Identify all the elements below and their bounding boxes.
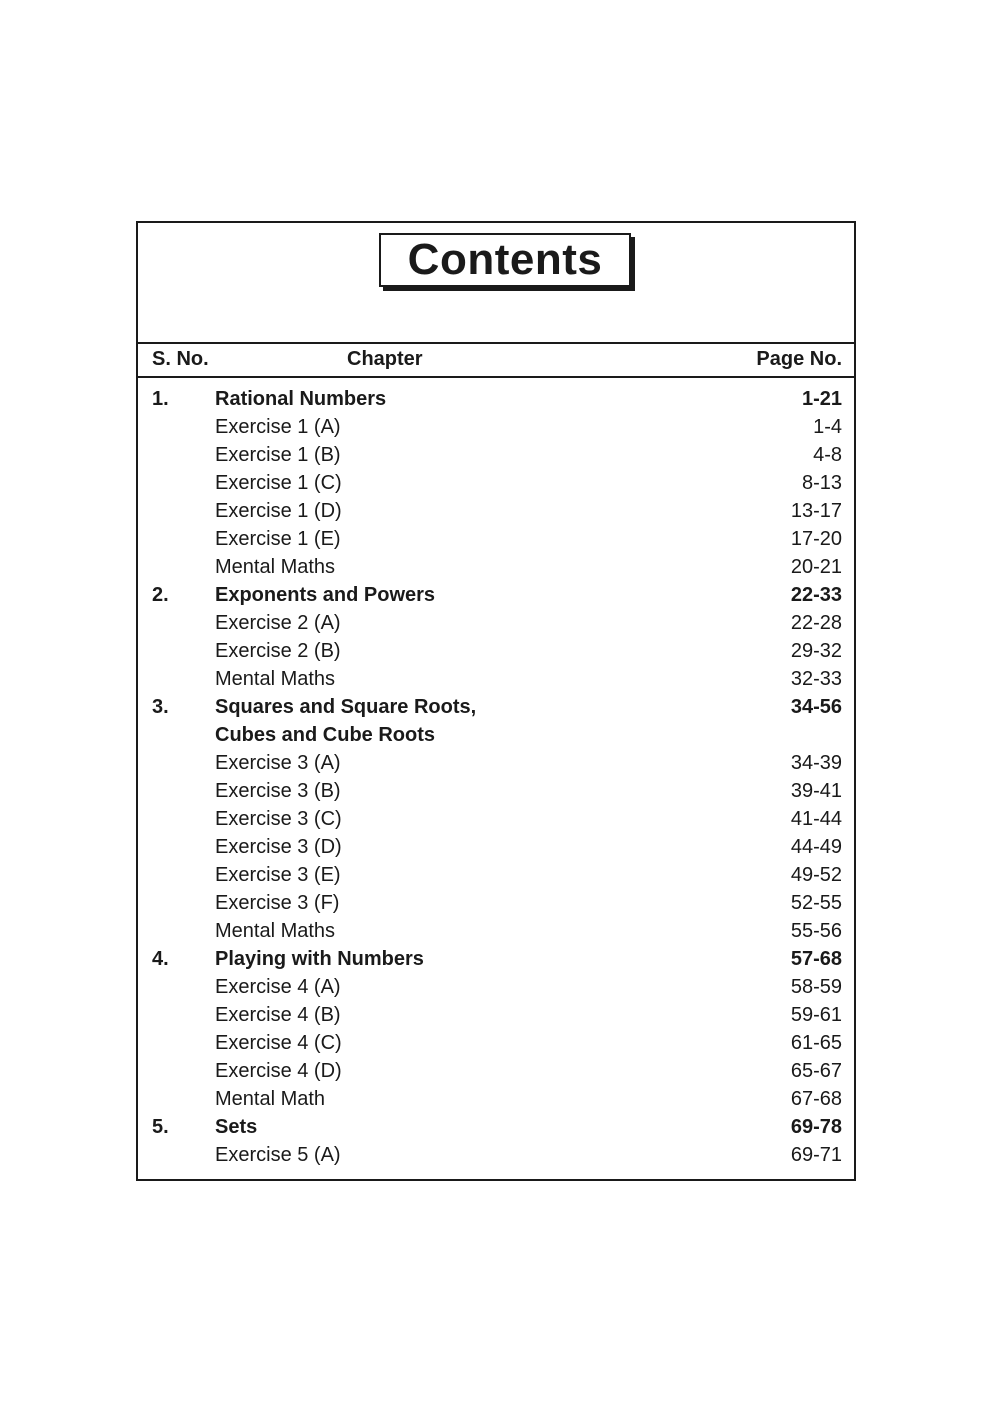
row-page-range: 39-41 [790, 780, 842, 802]
row-sno: 2. [152, 584, 169, 606]
toc-chapter-row [138, 385, 854, 413]
row-title: Rational Numbers [215, 388, 387, 410]
row-page-range: 22-33 [790, 584, 842, 606]
page-title: Contents [379, 233, 631, 287]
row-title: Exercise 4 (A) [215, 976, 341, 998]
row-title: Mental Maths [215, 668, 336, 690]
toc-exercise-row [138, 1001, 854, 1029]
toc-exercise-row [138, 889, 854, 917]
row-title: Exercise 3 (E) [215, 864, 341, 886]
row-page-range: 61-65 [790, 1032, 842, 1054]
row-title: Mental Math [215, 1088, 326, 1110]
row-title: Mental Maths [215, 920, 336, 942]
row-page-range: 44-49 [790, 836, 842, 858]
row-sno: 1. [152, 388, 169, 410]
row-page-range: 55-56 [790, 920, 842, 942]
row-title: Sets [215, 1116, 258, 1138]
toc-exercise-row [138, 1057, 854, 1085]
row-title: Exercise 3 (F) [215, 892, 340, 914]
row-title: Exercise 2 (B) [215, 640, 341, 662]
row-title: Exercise 1 (B) [215, 444, 341, 466]
row-title: Exercise 3 (A) [215, 752, 341, 774]
toc-chapter-row [138, 1113, 854, 1141]
toc-exercise-row [138, 553, 854, 581]
row-title: Exercise 1 (C) [215, 472, 342, 494]
toc-exercise-row [138, 609, 854, 637]
row-page-range: 34-39 [790, 752, 842, 774]
toc-exercise-row [138, 497, 854, 525]
toc-exercise-row [138, 1029, 854, 1057]
toc-exercise-row [138, 917, 854, 945]
row-page-range: 32-33 [790, 668, 842, 690]
row-title: Exercise 1 (D) [215, 500, 342, 522]
row-title: Exercise 3 (D) [215, 836, 342, 858]
row-page-range: 34-56 [790, 696, 842, 718]
table-header [138, 344, 854, 378]
toc-exercise-row [138, 777, 854, 805]
row-title: Exponents and Powers [215, 584, 436, 606]
row-page-range: 29-32 [790, 640, 842, 662]
row-title: Exercise 1 (A) [215, 416, 341, 438]
title-area [138, 223, 854, 344]
row-page-range: 49-52 [790, 864, 842, 886]
row-title: Exercise 3 (C) [215, 808, 342, 830]
row-page-range: 57-68 [790, 948, 842, 970]
row-page-range: 22-28 [790, 612, 842, 634]
toc-exercise-row [138, 1141, 854, 1169]
row-page-range: 67-68 [790, 1088, 842, 1110]
toc-chapter-row [138, 693, 854, 721]
row-page-range: 17-20 [790, 528, 842, 550]
row-title: Exercise 3 (B) [215, 780, 341, 802]
row-title: Exercise 2 (A) [215, 612, 341, 634]
row-page-range: 1-21 [801, 388, 842, 410]
header-sno: S. No. [152, 348, 209, 370]
header-chapter: Chapter [347, 348, 423, 370]
row-title: Exercise 4 (B) [215, 1004, 341, 1026]
toc-exercise-row [138, 665, 854, 693]
toc-exercise-row [138, 973, 854, 1001]
toc-exercise-row [138, 1085, 854, 1113]
toc-list [138, 378, 854, 1169]
row-title: Cubes and Cube Roots [215, 724, 436, 746]
row-title: Mental Maths [215, 556, 336, 578]
toc-exercise-row [138, 441, 854, 469]
toc-exercise-row [138, 525, 854, 553]
toc-chapter-row [138, 945, 854, 973]
row-page-range: 41-44 [790, 808, 842, 830]
toc-exercise-row [138, 413, 854, 441]
row-title: Playing with Numbers [215, 948, 424, 970]
row-sno: 4. [152, 948, 169, 970]
toc-exercise-row [138, 833, 854, 861]
row-title: Squares and Square Roots, [215, 696, 477, 718]
toc-chapter-row [138, 581, 854, 609]
row-page-range: 58-59 [790, 976, 842, 998]
toc-exercise-row [138, 805, 854, 833]
row-page-range: 52-55 [790, 892, 842, 914]
row-title: Exercise 5 (A) [215, 1144, 341, 1166]
row-title: Exercise 4 (D) [215, 1060, 342, 1082]
toc-exercise-row [138, 749, 854, 777]
contents-table [136, 221, 856, 1181]
row-page-range: 13-17 [790, 500, 842, 522]
row-page-range: 69-71 [790, 1144, 842, 1166]
header-page-no: Page No. [756, 348, 842, 370]
row-page-range: 4-8 [813, 444, 842, 466]
row-page-range: 20-21 [790, 556, 842, 578]
toc-exercise-row [138, 637, 854, 665]
row-title: Exercise 4 (C) [215, 1032, 342, 1054]
row-sno: 3. [152, 696, 169, 718]
row-page-range: 59-61 [790, 1004, 842, 1026]
row-page-range: 8-13 [801, 472, 842, 494]
row-sno: 5. [152, 1116, 169, 1138]
toc-chapter-row [138, 721, 854, 749]
toc-exercise-row [138, 469, 854, 497]
row-page-range: 1-4 [813, 416, 842, 438]
row-title: Exercise 1 (E) [215, 528, 341, 550]
row-page-range: 65-67 [790, 1060, 842, 1082]
row-page-range: 69-78 [790, 1116, 842, 1138]
toc-exercise-row [138, 861, 854, 889]
